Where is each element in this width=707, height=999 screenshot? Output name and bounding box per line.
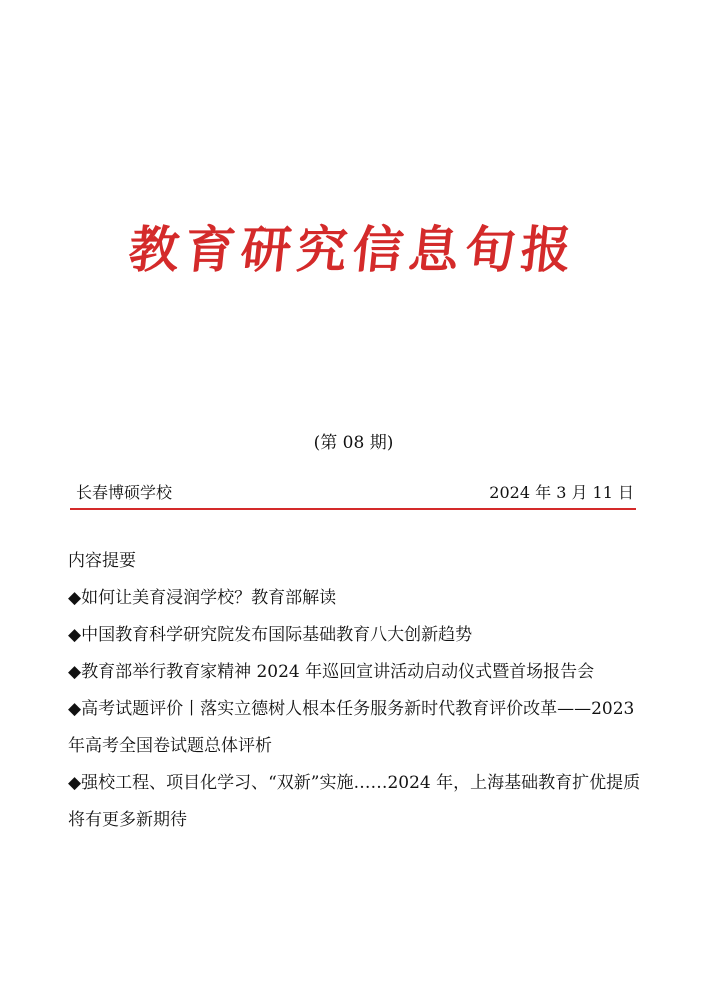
school-name: 长春博硕学校 (76, 483, 173, 502)
contents-item: ◆高考试题评价丨落实立德树人根本任务服务新时代教育评价改革——2023 年高考全国卷试题总体评析 (68, 699, 635, 756)
header-row (76, 480, 634, 504)
masthead-title (0, 210, 707, 282)
contents-item: ◆强校工程、项目化学习、“双新”实施……2024 年，上海基础教育扩优提质将有更多新期待 (68, 773, 641, 830)
contents-item: ◆中国教育科学研究院发布国际基础教育八大创新趋势 (68, 625, 473, 645)
contents-title: 内容提要 (68, 551, 136, 571)
header-divider (70, 508, 636, 510)
contents-item: ◆教育部举行教育家精神 2024 年巡回宣讲活动启动仪式暨首场报告会 (68, 662, 595, 682)
issue-date: 2024 年 3 月 11 日 (489, 483, 634, 502)
contents-summary (68, 543, 642, 839)
contents-item: ◆如何让美育浸润学校？教育部解读 (68, 588, 337, 608)
issue-number: (第 08 期) (313, 433, 394, 453)
masthead-text: 教育研究信息旬报 (126, 220, 581, 279)
